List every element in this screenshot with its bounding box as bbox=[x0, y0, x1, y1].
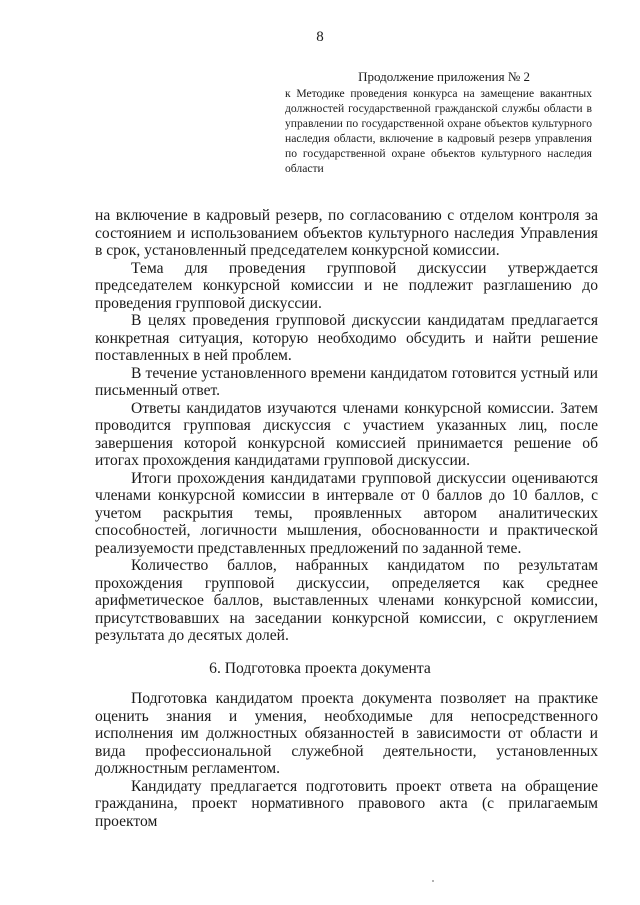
paragraph: В целях проведения групповой дискуссии кандидатам предлагается конкретная ситуация, которую необходимо обсудить и найти решение поставленных в ней проблем. bbox=[95, 312, 598, 364]
paragraph: В течение установленного времени кандидатом готовится устный или письменный ответ. bbox=[95, 364, 598, 399]
paragraph: Тема для проведения групповой дискуссии утверждается председателем конкурсной комиссии и не подлежит разглашению до проведения групповой дискуссии. bbox=[95, 259, 598, 312]
appendix-title: Продолжение приложения № 2 bbox=[358, 69, 530, 84]
paragraph: Кандидату предлагается подготовить проект ответа на обращение гражданина, проект нормативного правового акта (с прилагаемым проектом bbox=[95, 777, 598, 830]
paragraph: Ответы кандидатов изучаются членами конкурсной комиссии. Затем проводится групповая дискуссия с участием указанных лиц, после завершения которой конкурсной комиссией принимается решение об итогах прохождения кандидатами групповой дискуссии. bbox=[95, 399, 598, 469]
scan-speck bbox=[432, 880, 434, 882]
body-text bbox=[95, 207, 598, 645]
page-number: 8 bbox=[316, 29, 324, 45]
paragraph: Количество баллов, набранных кандидатом по результатам прохождения групповой дискуссии, определяется как среднее арифметическое баллов, выставленных членами конкурсной комиссии, присутствовавших на заседании конкурсной комиссии, с округлением результата до десятых долей. bbox=[95, 557, 598, 644]
section-body bbox=[95, 690, 598, 830]
appendix-subtitle: к Методике проведения конкурса на замещение вакантных должностей государственной гражданской службы области в управлении по государственной охране объектов культурного наследия области, включение в кадровый резерв управления по государственной охране объектов культурного наследия области bbox=[285, 87, 592, 176]
paragraph: на включение в кадровый резерв, по согласованию с отделом контроля за состоянием и использованием объектов культурного наследия Управления в срок, установленный председателем конкурсной комиссии. bbox=[95, 207, 598, 259]
paragraph: Подготовка кандидатом проекта документа позволяет на практике оценить знания и умения, необходимые для непосредственного исполнения им должностных обязанностей в зависимости от области и вида профессиональной служебной деятельности, установленных должностным регламентом. bbox=[95, 690, 598, 777]
paragraph: Итоги прохождения кандидатами групповой дискуссии оцениваются членами конкурсной комиссии в интервале от 0 баллов до 10 баллов, с учетом раскрытия темы, проявленных автором аналитических способностей, логичности мышления, обоснованности и практической реализуемости представленных предложений по заданной теме. bbox=[95, 469, 598, 557]
section-heading: 6. Подготовка проекта документа bbox=[209, 660, 431, 677]
